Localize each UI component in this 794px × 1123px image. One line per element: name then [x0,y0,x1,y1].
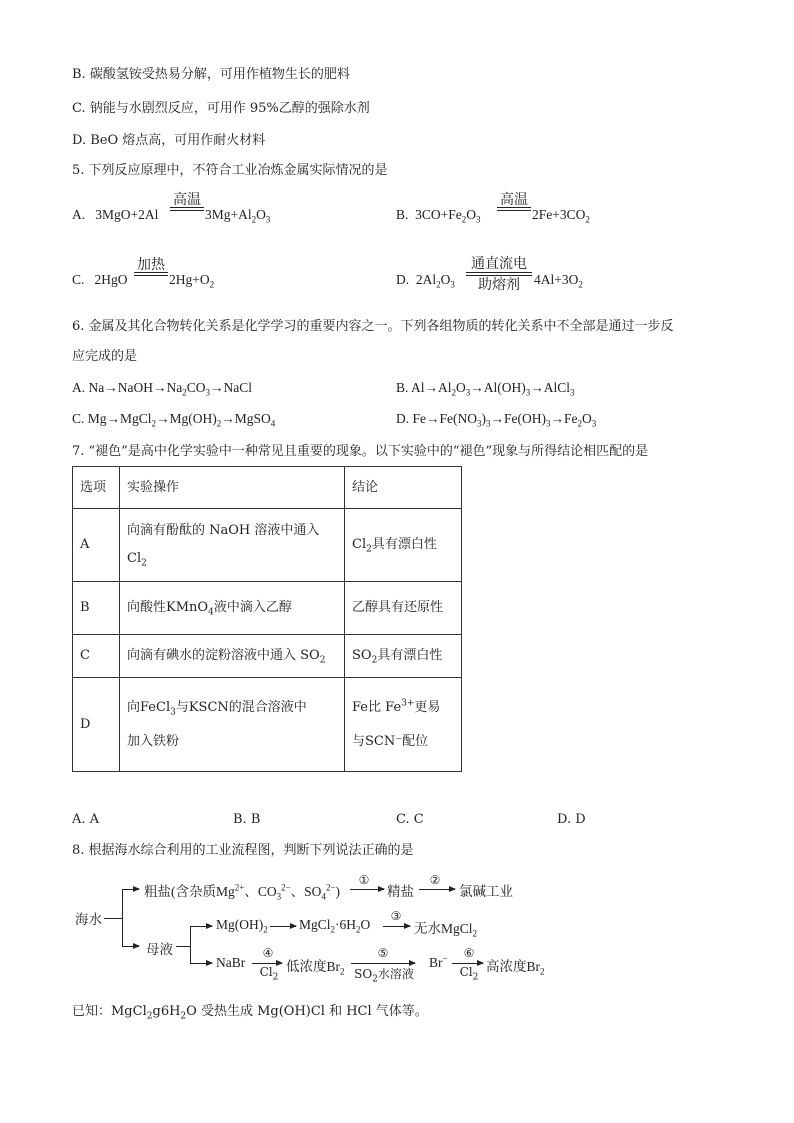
header-operation: 实验操作 [120,467,345,509]
table-header-row [73,467,462,509]
flow-reagent-cl2: $Cl_2$ [259,965,279,983]
q5-c-product: $2Hg+O_2$ [169,272,215,290]
row-option: B [73,582,120,635]
q6-option-b: B. $Al\to Al_2O_3\to Al(OH)_3\to AlCl_3$ [396,380,575,398]
flow-crude-salt: 粗盐(含杂质$Mg^{2+}$、$CO_3^{2-}$、$SO_4^{2-}$) [144,882,341,902]
q5-b-product: $2Fe+3CO_2$ [532,207,590,225]
row-option: C [73,635,120,678]
row-option: A [73,509,120,582]
header-conclusion: 结论 [345,467,462,509]
q5-option-c: C. 2HgO [72,272,128,287]
option-label: A. [72,207,86,222]
flow-arrow [419,889,455,890]
table-row [73,509,462,582]
q5-b-condition: 高温 [497,193,531,211]
flow-anhydrous-mgcl2: 无水MgCl$_2$ [414,921,478,939]
flow-arrow [252,963,282,964]
flow-arrow [350,889,384,890]
q6-option-c: C. $Mg\to MgCl_2\to Mg(OH)_2\to MgSO_4$ [72,411,276,429]
flow-arrow [383,926,410,927]
flow-arrow [190,963,212,964]
q5-a-condition: 高温 [170,193,204,211]
flow-arrow [122,889,139,890]
q8-stem: 8. 根据海水综合利用的工业流程图，判断下列说法正确的是 [72,843,414,858]
flow-mother-liquor: 母液 [146,942,173,957]
q5-option-d: D. $2Al_2O_3$ [396,272,455,290]
q6-stem-line2: 应完成的是 [72,349,138,364]
row-conclusion: Fe比 $Fe^{3+}$更易 与SCN⁻配位 [345,678,462,772]
q7-answer-d: D. D [557,812,586,827]
q4-option-c: C. 钠能与水剧烈反应，可用作 95%乙醇的强除水剂 [72,101,370,116]
row-conclusion: $Cl_2$具有漂白性 [345,509,462,582]
row-operation: 向滴有酚酞的 NaOH 溶液中通入 $Cl_2$ [120,509,345,582]
row-operation: 向FeCl$_3$与KSCN的混合溶液中 加入铁粉 [120,678,345,772]
q4-option-b: B. 碳酸氢铵受热易分解，可用作植物生长的肥料 [72,67,350,82]
flow-arrow [351,963,415,964]
flow-refined-salt: 精盐 [387,884,414,899]
flow-connector [104,918,122,919]
flow-seawater: 海水 [75,912,102,927]
table-row [73,582,462,635]
header-option: 选项 [73,467,120,509]
q6-option-d: D. $Fe\to Fe(NO_3)_3\to Fe(OH)_3\to Fe_2O_3$ [396,411,597,429]
flow-arrow [270,926,296,927]
q7-answer-a: A. A [72,812,100,827]
flow-mgoh2: $Mg(OH)_2$ [216,917,268,935]
flow-nabr: NaBr [216,955,246,970]
q5-stem: 5. 下列反应原理中，不符合工业冶炼金属实际情况的是 [72,163,388,178]
q6-stem-line1: 6. 金属及其化合物转化关系是化学学习的重要内容之一。下列各组物质的转化关系中不全部是通过一步反 [72,319,674,334]
table-row [73,635,462,678]
q5-a-product: $3Mg+Al_2O_3$ [205,207,271,225]
flow-arrow [190,926,212,927]
flow-mgcl2-6h2o: $MgCl_2\cdot 6H_2O$ [299,917,371,935]
q7-stem: 7. “褪色”是高中化学实验中一种常见且重要的现象。以下实验中的“褪色”现象与所得结论相匹配的是 [72,444,649,459]
row-operation: 向酸性KMnO$_4$液中滴入乙醇 [120,582,345,635]
q8-known-note: 已知：$MgCl_2g6H_2O$ 受热生成 Mg(OH)Cl 和 HCl 气体等。 [72,1004,428,1022]
q7-answer-b: B. B [233,812,261,827]
flow-reagent-cl2: $Cl_2$ [459,965,479,983]
row-operation: 向滴有碘水的淀粉溶液中通入 $SO_2$ [120,635,345,678]
q7-answer-c: C. C [396,812,424,827]
q7-table [72,466,462,772]
flow-connector [176,946,190,947]
equation-left: 3MgO+2Al [95,207,159,222]
table-row [73,678,462,772]
flow-step-5: ⑤ [377,946,389,960]
flow-step-1: ① [358,873,370,887]
q5-c-condition: 加热 [134,258,168,276]
q5-d-condition: 通直流电 助熔剂 [466,256,532,294]
flow-connector [190,926,191,964]
row-conclusion: 乙醇具有还原性 [345,582,462,635]
flow-high-br2: 高浓度$Br_2$ [486,959,545,977]
q5-d-product: $4Al+3O_2$ [534,272,583,290]
q5-option-b: B. $3CO+Fe_2O_3$ [396,207,481,225]
flow-br-minus: Br− [429,953,448,970]
flow-step-2: ② [429,873,441,887]
flow-arrow [452,963,483,964]
q5-option-a [72,207,158,223]
row-conclusion: $SO_2$具有漂白性 [345,635,462,678]
flow-connector [122,889,123,947]
flow-step-4: ④ [262,946,274,960]
flow-step-6: ⑥ [463,946,475,960]
flow-arrow [122,946,139,947]
flow-chlor-alkali: 氯碱工业 [459,884,513,899]
flow-low-br2: 低浓度$Br_2$ [286,959,345,977]
flow-step-3: ③ [390,909,402,923]
q4-option-d: D. BeO 熔点高，可用作耐火材料 [72,133,266,148]
row-option: D [73,678,120,772]
q6-option-a: A. $Na\to NaOH\to Na_2CO_3\to NaCl$ [72,380,252,398]
flow-reagent-so2: $SO_2$水溶液 [354,967,414,985]
